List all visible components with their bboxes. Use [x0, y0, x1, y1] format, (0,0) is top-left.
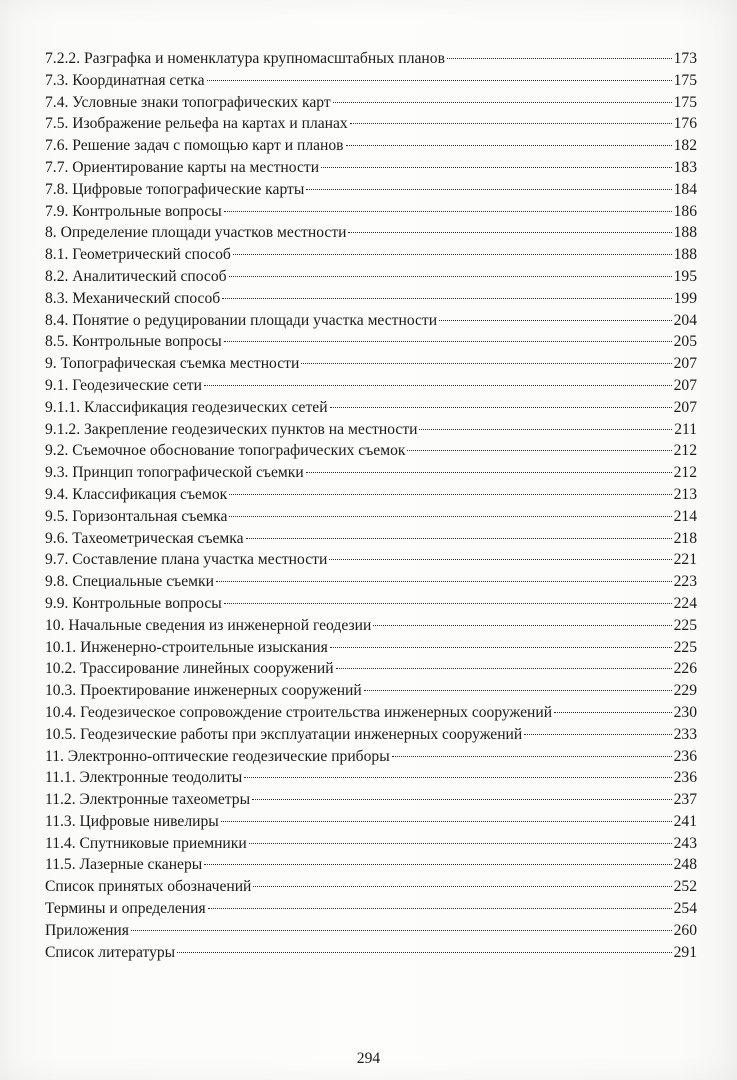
- toc-entry: [45, 724, 697, 746]
- toc-entry-page: 291: [673, 943, 697, 961]
- toc-entry-page: 254: [673, 900, 697, 918]
- toc-entry-title: 11.4. Спутниковые приемники: [45, 834, 247, 852]
- dot-leader: [229, 276, 672, 277]
- toc-entry-title: 7.6. Решение задач с помощью карт и планов: [45, 137, 344, 155]
- toc-entry-title: 8.1. Геометрический способ: [45, 246, 231, 264]
- toc-entry-page: 207: [673, 355, 697, 373]
- dot-leader: [330, 647, 672, 648]
- toc-entry-title: 11.3. Цифровые нивелиры: [45, 812, 219, 830]
- dot-leader: [373, 625, 671, 626]
- toc-entry-page: 226: [673, 660, 697, 678]
- toc-entry-title: 9. Топографическая съемка местности: [45, 355, 300, 373]
- toc-entry-title: 7.8. Цифровые топографические карты: [45, 180, 305, 198]
- toc-entry-page: 205: [673, 333, 697, 351]
- dot-leader: [222, 298, 671, 299]
- toc-entry: [45, 48, 697, 70]
- toc-entry-page: 188: [673, 224, 697, 242]
- toc-entry-page: 212: [673, 442, 697, 460]
- toc-entry-page: 204: [673, 311, 697, 329]
- dot-leader: [249, 843, 672, 844]
- toc-entry: [45, 397, 697, 419]
- toc-entry-page: 248: [673, 856, 697, 874]
- toc-entry: [45, 658, 697, 680]
- toc-entry: [45, 244, 697, 266]
- dot-leader: [348, 232, 671, 233]
- toc-entry-title: 11.5. Лазерные сканеры: [45, 856, 203, 874]
- toc-entry-page: 195: [673, 267, 697, 285]
- toc-entry: [45, 898, 697, 920]
- toc-entry-page: 175: [673, 93, 697, 111]
- toc-entry-page: 214: [673, 507, 697, 525]
- toc-entry-page: 186: [673, 202, 697, 220]
- dot-leader: [233, 254, 672, 255]
- toc-entry: [45, 419, 697, 441]
- toc-entry-title: 8.2. Аналитический способ: [45, 267, 227, 285]
- toc-entry-page: 237: [673, 791, 697, 809]
- toc-entry-title: 7.2.2. Разграфка и номенклатура крупномасштабных планов: [45, 50, 445, 67]
- toc-entry-title: 9.1.1. Классификация геодезических сетей: [45, 398, 328, 416]
- dot-leader: [392, 756, 672, 757]
- toc-entry: [45, 702, 697, 724]
- toc-entry-title: 10. Начальные сведения из инженерной геодезии: [45, 616, 372, 634]
- toc-entry-page: 212: [673, 464, 697, 482]
- dot-leader: [306, 189, 671, 190]
- toc-entry-page: 260: [673, 921, 697, 939]
- toc-entry: [45, 746, 697, 768]
- toc-entry-page: 218: [673, 529, 697, 547]
- toc-entry: [45, 767, 697, 789]
- toc-entry-title: Список литературы: [45, 943, 176, 961]
- dot-leader: [336, 668, 672, 669]
- toc-entry-title: 10.3. Проектирование инженерных сооружений: [45, 682, 362, 700]
- dot-leader: [244, 777, 671, 778]
- dot-leader: [177, 952, 671, 953]
- toc-entry-page: 183: [673, 158, 697, 176]
- dot-leader: [407, 450, 671, 451]
- dot-leader: [330, 407, 672, 408]
- toc-entry: [45, 375, 697, 397]
- toc-entry-title: 10.2. Трассирование линейных сооружений: [45, 660, 334, 678]
- toc-entry-title: 7.4. Условные знаки топографических карт: [45, 93, 331, 111]
- dot-leader: [301, 363, 671, 364]
- toc-entry-page: 229: [673, 682, 697, 700]
- toc-entry-title: 9.1.2. Закрепление геодезических пунктов на местности: [45, 420, 418, 438]
- toc-entry-page: 221: [673, 551, 697, 569]
- dot-leader: [554, 712, 672, 713]
- toc-entry: [45, 310, 697, 332]
- toc-entry: [45, 331, 697, 353]
- toc-entry: [45, 593, 697, 615]
- toc-entry-page: 207: [673, 398, 697, 416]
- dot-leader: [246, 538, 672, 539]
- toc-entry: [45, 113, 697, 135]
- toc-entry-title: 8.5. Контрольные вопросы: [45, 333, 222, 351]
- toc-entry-title: 9.2. Съемочное обоснование топографических съемок: [45, 442, 406, 460]
- toc-entry-page: 243: [673, 834, 697, 852]
- toc-entry-title: 9.3. Принцип топографической съемки: [45, 464, 304, 482]
- toc-entry: [45, 484, 697, 506]
- toc-entry-page: 224: [673, 594, 697, 612]
- toc-entry-title: 10.1. Инженерно-строительные изыскания: [45, 638, 328, 656]
- toc-entry-title: 11.1. Электронные теодолиты: [45, 769, 243, 787]
- toc-entry: [45, 506, 697, 528]
- toc-entry-title: 7.9. Контрольные вопросы: [45, 202, 222, 220]
- toc-entry-title: 9.7. Составление плана участка местности: [45, 551, 328, 569]
- dot-leader: [253, 886, 671, 887]
- toc-entry: [45, 942, 697, 964]
- toc-entry: [45, 680, 697, 702]
- toc-entry: [45, 789, 697, 811]
- toc-entry-title: Термины и определения: [45, 900, 206, 918]
- dot-leader: [207, 80, 672, 81]
- toc-entry-title: 11. Электронно-оптические геодезические приборы: [45, 747, 390, 765]
- toc-entry: [45, 92, 697, 114]
- dot-leader: [216, 581, 672, 582]
- table-of-contents: [45, 48, 697, 963]
- toc-entry: [45, 571, 697, 593]
- toc-entry-title: Приложения: [45, 921, 129, 939]
- toc-entry: [45, 266, 697, 288]
- toc-entry-page: 241: [673, 812, 697, 830]
- toc-entry-page: 188: [673, 246, 697, 264]
- toc-entry-title: 7.3. Координатная сетка: [45, 71, 205, 89]
- toc-entry-page: 236: [673, 769, 697, 787]
- toc-entry-title: 10.4. Геодезическое сопровождение строительства инженерных сооружений: [45, 703, 553, 721]
- toc-entry-title: 9.1. Геодезические сети: [45, 376, 202, 394]
- dot-leader: [224, 211, 672, 212]
- dot-leader: [346, 145, 672, 146]
- toc-entry-title: Список принятых обозначений: [45, 878, 252, 896]
- toc-entry-title: 10.5. Геодезические работы при эксплуатации инженерных сооружений: [45, 725, 523, 743]
- dot-leader: [252, 799, 672, 800]
- toc-entry: [45, 462, 697, 484]
- toc-entry-page: 223: [673, 573, 697, 591]
- toc-entry: [45, 70, 697, 92]
- dot-leader: [419, 429, 672, 430]
- toc-entry-title: 9.6. Тахеометрическая съемка: [45, 529, 244, 547]
- toc-entry-title: 7.7. Ориентирование карты на местности: [45, 158, 320, 176]
- toc-entry: [45, 353, 697, 375]
- toc-entry: [45, 157, 697, 179]
- toc-entry-page: 225: [673, 616, 697, 634]
- toc-entry-page: 176: [673, 115, 697, 133]
- toc-entry-title: 9.8. Специальные съемки: [45, 573, 214, 591]
- dot-leader: [131, 930, 672, 931]
- dot-leader: [224, 603, 672, 604]
- toc-entry: [45, 811, 697, 833]
- toc-entry-page: 236: [673, 747, 697, 765]
- dot-leader: [524, 734, 671, 735]
- toc-entry-page: 175: [673, 71, 697, 89]
- toc-entry: [45, 833, 697, 855]
- dot-leader: [221, 821, 672, 822]
- toc-entry-title: 9.9. Контрольные вопросы: [45, 594, 222, 612]
- toc-entry-page: 211: [674, 420, 697, 438]
- dot-leader: [306, 472, 672, 473]
- toc-entry: [45, 615, 697, 637]
- toc-entry-title: 8. Определение площади участков местности: [45, 224, 347, 242]
- toc-entry: [45, 876, 697, 898]
- toc-entry: [45, 549, 697, 571]
- toc-entry-title: 9.4. Классификация съемок: [45, 485, 228, 503]
- dot-leader: [204, 864, 671, 865]
- toc-entry: [45, 135, 697, 157]
- toc-entry: [45, 222, 697, 244]
- toc-entry-title: 8.3. Механический способ: [45, 289, 221, 307]
- toc-entry: [45, 920, 697, 942]
- toc-entry-title: 7.5. Изображение рельефа на картах и планах: [45, 115, 348, 133]
- dot-leader: [208, 908, 672, 909]
- dot-leader: [439, 320, 672, 321]
- toc-entry-page: 184: [673, 180, 697, 198]
- toc-entry: [45, 854, 697, 876]
- dot-leader: [229, 516, 671, 517]
- toc-entry-page: 230: [673, 703, 697, 721]
- toc-entry-page: 233: [673, 725, 697, 743]
- toc-entry-page: 252: [673, 878, 697, 896]
- dot-leader: [321, 167, 672, 168]
- dot-leader: [447, 58, 672, 59]
- dot-leader: [329, 559, 671, 560]
- dot-leader: [224, 341, 672, 342]
- toc-entry: [45, 288, 697, 310]
- toc-entry: [45, 637, 697, 659]
- dot-leader: [333, 102, 672, 103]
- toc-entry-page: 199: [673, 289, 697, 307]
- toc-entry: [45, 179, 697, 201]
- toc-entry-page: 225: [673, 638, 697, 656]
- toc-entry-title: 9.5. Горизонтальная съемка: [45, 507, 228, 525]
- toc-entry: [45, 528, 697, 550]
- toc-entry-title: 8.4. Понятие о редуцировании площади участка местности: [45, 311, 438, 329]
- toc-entry-title: 11.2. Электронные тахеометры: [45, 791, 251, 809]
- page-number: 294: [356, 1050, 381, 1067]
- toc-entry-page: 213: [673, 485, 697, 503]
- dot-leader: [350, 123, 672, 124]
- dot-leader: [204, 385, 672, 386]
- toc-entry: [45, 201, 697, 223]
- dot-leader: [229, 494, 671, 495]
- toc-entry: [45, 440, 697, 462]
- toc-entry-page: 207: [673, 376, 697, 394]
- toc-entry-page: 182: [673, 137, 697, 155]
- toc-entry-page: 173: [673, 50, 697, 67]
- dot-leader: [364, 690, 672, 691]
